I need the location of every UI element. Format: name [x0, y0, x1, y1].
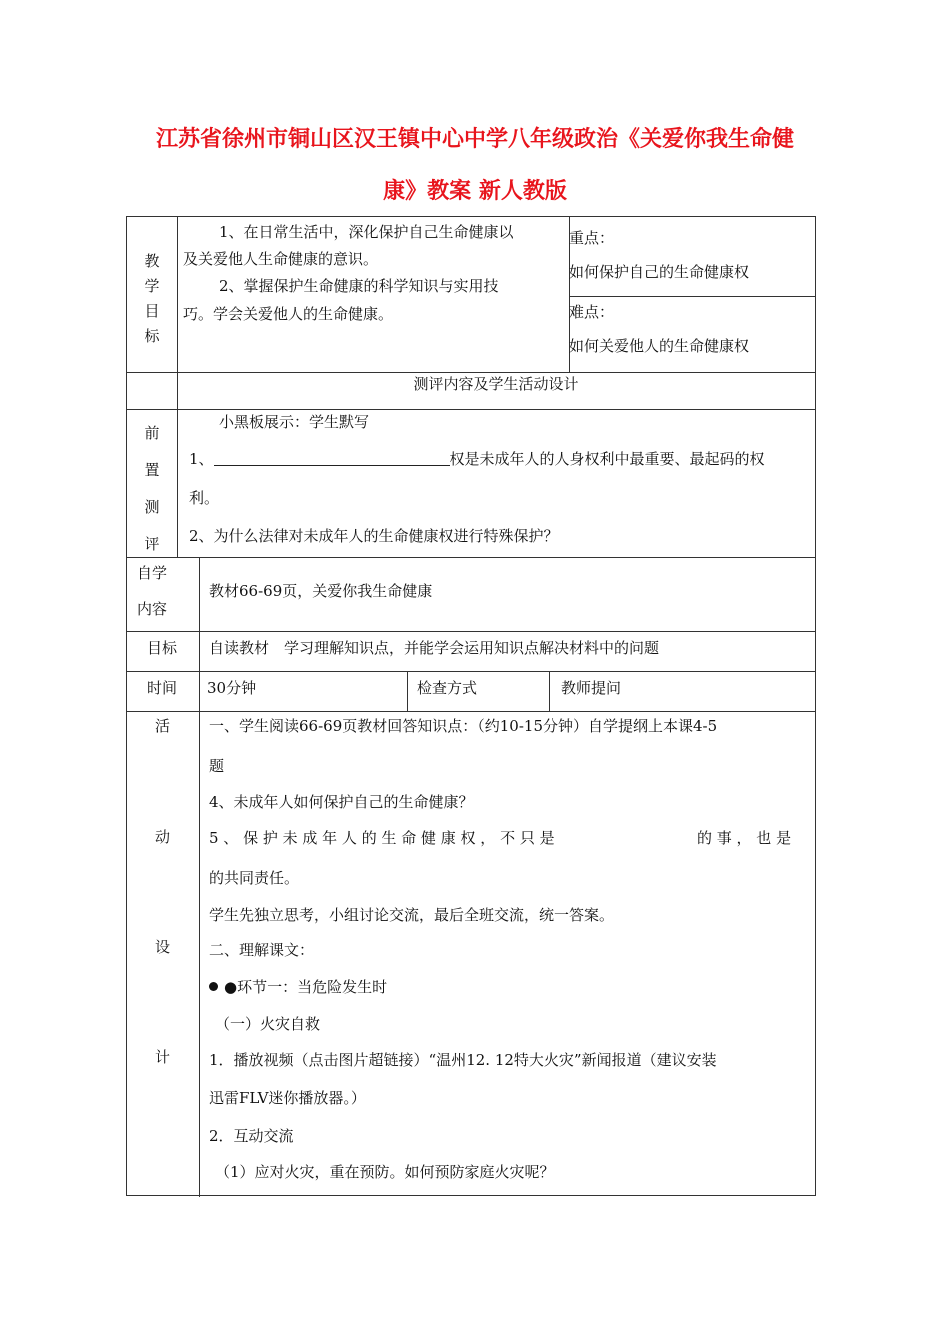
- fill-blank: [214, 451, 450, 466]
- row-divider: [127, 631, 815, 632]
- target-text: 自读教材 学习理解知识点，并能学会运用知识点解决材料中的问题: [209, 639, 660, 657]
- pretest-label: 前 置 测 评: [144, 424, 160, 553]
- goal-line: 2、掌握保护生命健康的科学知识与实用技: [219, 277, 499, 295]
- document-title-line1: 江苏省徐州市铜山区汉王镇中心中学八年级政治《关爱你我生命健: [155, 127, 794, 152]
- col-divider: [549, 671, 550, 711]
- lesson-plan-table: [126, 216, 816, 1196]
- pretest-q2: 2、为什么法律对未成年人的生命健康权进行特殊保护？: [189, 527, 559, 545]
- activity-line: 4、未成年人如何保护自己的生命健康？: [209, 793, 474, 811]
- activity-line: 迅雷FLV迷你播放器。）: [209, 1089, 366, 1107]
- activity-label: 活: [155, 717, 171, 735]
- key-point-text: 如何保护自己的生命健康权: [569, 263, 750, 281]
- activity-line: 二、理解课文：: [209, 941, 315, 959]
- key-point-label: 重点：: [569, 229, 615, 247]
- activity-line: 5 、 保 护 未 成 年 人 的 生 命 健 康 权 ， 不 只 是: [209, 829, 555, 847]
- activity-line: ●环节一：当危险发生时: [209, 978, 387, 996]
- activity-line: 题: [209, 757, 225, 775]
- row-divider: [127, 711, 815, 712]
- target-label: 目标: [147, 639, 178, 657]
- goals-label: 教 学 目 标: [144, 252, 160, 345]
- bullet-icon: [209, 982, 218, 991]
- selfstudy-text: 教材66-69页，关爱你我生命健康: [209, 582, 433, 600]
- pretest-intro: 小黑板展示：学生默写: [219, 413, 370, 431]
- activity-line: 1．播放视频（点击图片超链接）“温州12. 12特大火灾”新闻报道（建议安装: [209, 1051, 717, 1069]
- pretest-q1: 1、 权是未成年人的人身权利中最重要、最起码的权: [189, 450, 765, 468]
- activity-line: 2．互动交流: [209, 1127, 294, 1145]
- col-divider: [407, 671, 408, 711]
- pretest-q1-end: 利。: [189, 489, 220, 507]
- row-divider: [127, 671, 815, 672]
- goal-line: 巧。学会关爱他人的生命健康。: [183, 305, 394, 323]
- selfstudy-label: 自学: [137, 564, 168, 582]
- row-divider: [127, 372, 815, 373]
- activity-line: 的共同责任。: [209, 869, 300, 887]
- check-method-label: 检查方式: [417, 679, 478, 697]
- document-title-line2: 康》教案 新人教版: [383, 179, 567, 204]
- row-divider: [127, 409, 815, 410]
- selfstudy-label: 内容: [137, 600, 168, 618]
- activity-line: 的 事 ， 也 是: [697, 829, 792, 847]
- activity-line: （1）应对火灾，重在预防。如何预防家庭火灾呢？: [215, 1163, 555, 1181]
- time-value: 30分钟: [207, 679, 257, 697]
- difficulty-label: 难点：: [569, 303, 615, 321]
- activity-label: 设: [155, 938, 171, 956]
- activity-line: 学生先独立思考，小组讨论交流，最后全班交流，统一答案。: [209, 906, 615, 924]
- row-divider: [127, 557, 815, 558]
- col-divider: [199, 557, 200, 1197]
- goal-line: 及关爱他人生命健康的意识。: [183, 250, 379, 268]
- activity-line: 一、学生阅读66-69页教材回答知识点：（约10-15分钟）自学提纲上本课4-5: [209, 717, 718, 735]
- activity-label: 计: [155, 1048, 171, 1066]
- time-label: 时间: [147, 679, 178, 697]
- row-divider: [569, 296, 815, 297]
- section-header: 测评内容及学生活动设计: [413, 375, 579, 393]
- check-method-value: 教师提问: [561, 679, 622, 697]
- activity-label: 动: [155, 828, 171, 846]
- goal-line: 1、在日常生活中，深化保护自己生命健康以: [219, 223, 514, 241]
- difficulty-text: 如何关爱他人的生命健康权: [569, 337, 750, 355]
- activity-line: （一）火灾自救: [215, 1015, 321, 1033]
